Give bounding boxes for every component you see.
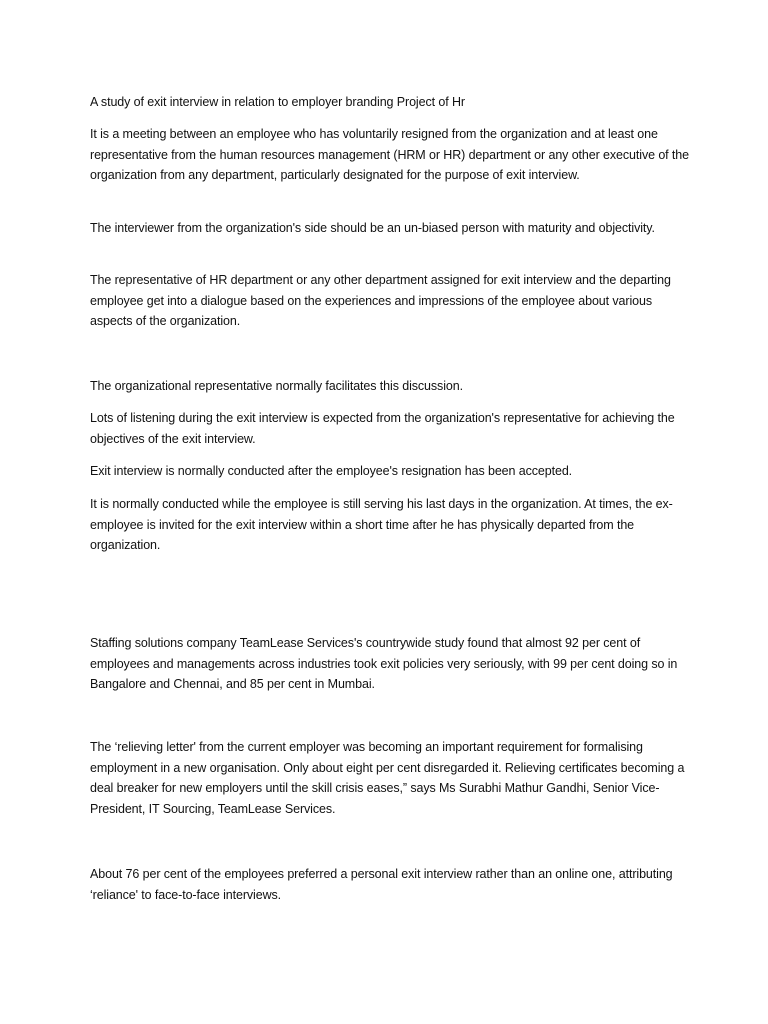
paragraph-representative-dialogue: The representative of HR department or any other department assigned for exit interview and the departing employee get into a dialogue based on the experiences and impressions of the employee about various aspects of the organization.: [90, 273, 671, 328]
paragraph-relieving-letter: The ‘relieving letter' from the current employer was becoming an important requirement for formalising employment in a new organisation. Only about eight per cent disregarded it. Relieving certificates becoming a deal breaker for new employers until the skill crisis eases,” says Ms Surabhi Mathur Gandhi, Senior Vice-President, IT Sourcing, TeamLease Services.: [90, 740, 685, 816]
paragraph-teamlease-study: Staffing solutions company TeamLease Services's countrywide study found that almost 92 per cent of employees and managements across industries took exit policies very seriously, with 99 per cent doing so in Bangalore and Chennai, and 85 per cent in Mumbai.: [90, 636, 678, 691]
paragraph-timing: Exit interview is normally conducted after the employee's resignation has been accepted.: [90, 464, 573, 478]
paragraph-listening: Lots of listening during the exit interview is expected from the organization's representative for achieving the objectives of the exit interview.: [90, 411, 675, 446]
paragraph-last-days: It is normally conducted while the employee is still serving his last days in the organization. At times, the ex-employee is invited for the exit interview within a short time after he has physically departed from the organization.: [90, 497, 673, 552]
paragraph-meeting-definition: It is a meeting between an employee who has voluntarily resigned from the organization and at least one representative from the human resources management (HRM or HR) department or any other executive of the organization from any department, particularly designated for the purpose of exit interview.: [90, 127, 690, 182]
paragraph-facilitation: The organizational representative normally facilitates this discussion.: [90, 379, 463, 393]
paragraph-interviewer: The interviewer from the organization's side should be an un-biased person with maturity and objectivity.: [90, 221, 655, 235]
paragraph-personal-interview: About 76 per cent of the employees preferred a personal exit interview rather than an online one, attributing ‘reliance' to face-to-face interviews.: [90, 867, 673, 902]
document-title: A study of exit interview in relation to employer branding Project of Hr: [90, 95, 465, 109]
